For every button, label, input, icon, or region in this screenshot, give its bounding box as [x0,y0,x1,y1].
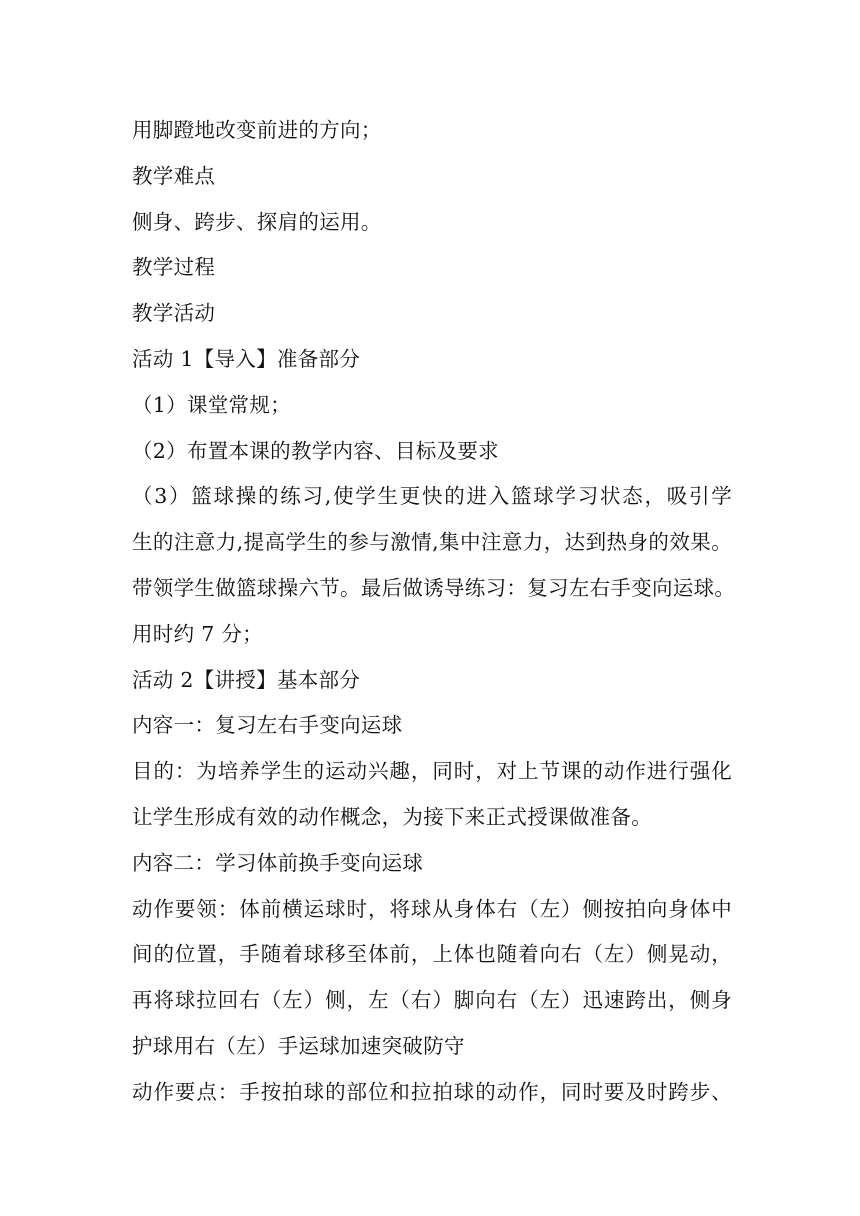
content-heading: 内容一：复习左右手变向运球 [132,713,403,738]
text-line: 动作要点：手按拍球的部位和拉拍球的动作，同时要及时跨步、 [132,1079,732,1104]
content-heading: 内容二：学习体前换手变向运球 [132,850,424,875]
text-line: 目的：为培养学生的运动兴趣，同时，对上节课的动作进行强化 [132,759,732,784]
activity-heading: 活动 2【讲授】基本部分 [132,667,361,692]
activity-heading: 活动 1【导入】准备部分 [132,346,361,371]
text-line: 护球用右（左）手运球加速突破防守 [132,1033,465,1058]
document-page [132,108,736,1116]
section-heading: 教学活动 [132,301,216,326]
list-item: （1）课堂常规； [132,392,291,417]
text-line: 带领学生做篮球操六节。最后做诱导练习：复习左右手变向运球。 [132,575,736,600]
text-line: 用脚蹬地改变前进的方向； [132,118,382,142]
text-line: 再将球拉回右（左）侧，左（右）脚向右（左）迅速跨出，侧身 [132,988,732,1013]
section-heading: 教学过程 [132,255,216,280]
section-heading: 教学难点 [132,163,216,188]
list-item: （2）布置本课的教学内容、目标及要求 [132,438,499,463]
list-item: （3）篮球操的练习,使学生更快的进入篮球学习状态，吸引学 [132,484,732,509]
text-line: 侧身、跨步、探肩的运用。 [132,209,382,234]
text-line: 间的位置，手随着球移至体前，上体也随着向右（左）侧晃动， [132,942,732,967]
text-line: 让学生形成有效的动作概念，为接下来正式授课做准备。 [132,804,652,829]
text-line: 生的注意力,提高学生的参与激情,集中注意力，达到热身的效果。 [132,530,732,555]
text-line: 用时约 7 分； [132,621,263,646]
text-line: 动作要领：体前横运球时，将球从身体右（左）侧按拍向身体中 [132,896,732,921]
